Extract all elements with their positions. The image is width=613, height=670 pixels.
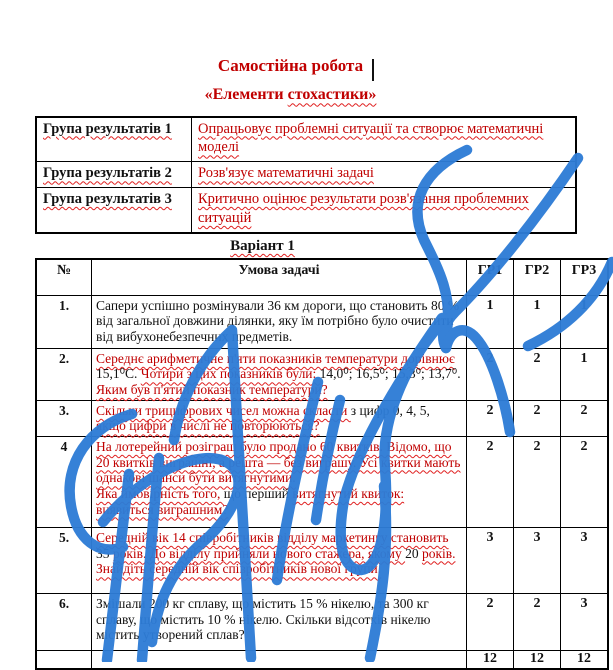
- score-cell-gr1[interactable]: 3: [467, 528, 514, 594]
- group-desc-cell[interactable]: [192, 162, 577, 188]
- task-text-segment: років. Знайдіть середній вік співробітників нової групи.: [96, 545, 456, 577]
- task-text-segment: Яка ймовірність того,: [96, 486, 224, 502]
- header-gr3[interactable]: ГР3: [561, 259, 609, 296]
- score-cell-gr1[interactable]: 2: [467, 348, 514, 400]
- page-subtitle[interactable]: [0, 85, 597, 104]
- table-row: [36, 594, 608, 651]
- task-text-segment: Змішали 200 кг сплаву, що містить 15 % нікелю, та 300 кг сплаву, що містить 10 % нікелю. Скільки відсотків нікелю містить утворений сплав?: [96, 596, 431, 643]
- empty-cell[interactable]: [36, 651, 92, 670]
- score-cell-gr2[interactable]: 1: [514, 295, 561, 348]
- group-label: Група результатів 3: [43, 191, 172, 208]
- group-label-cell[interactable]: [36, 188, 192, 233]
- score-cell-gr2[interactable]: 2: [514, 594, 561, 651]
- task-text-cell[interactable]: [92, 400, 467, 436]
- table-row: [36, 400, 608, 436]
- task-text-cell[interactable]: [92, 528, 467, 594]
- task-number-cell[interactable]: 5.: [36, 528, 92, 594]
- score-cell-gr1[interactable]: 1: [467, 295, 514, 348]
- header-number[interactable]: №: [36, 259, 92, 296]
- score-cell-gr2[interactable]: 2: [514, 437, 561, 528]
- group-label-cell[interactable]: [36, 162, 192, 188]
- task-text-segment: 15,1⁰С.: [96, 366, 141, 382]
- score-cell-gr2[interactable]: 3: [514, 528, 561, 594]
- table-row: [36, 528, 608, 594]
- header-gr2[interactable]: ГР2: [514, 259, 561, 296]
- task-text-cell[interactable]: [92, 594, 467, 651]
- score-cell-gr1[interactable]: 2: [467, 594, 514, 651]
- task-text-cell[interactable]: [92, 348, 467, 400]
- group-label: Група результатів 1: [43, 120, 172, 137]
- table-header-row: [36, 259, 608, 296]
- task-text-segment: 14,0⁰; 16,5⁰; 15,3⁰; 13,7⁰.: [319, 366, 461, 382]
- task-text-segment: Середній вік 14 співробітників відділу маркетингу становить: [96, 530, 449, 546]
- score-cell-gr2[interactable]: 2: [514, 348, 561, 400]
- total-gr1[interactable]: 12: [467, 651, 514, 670]
- subtitle-word: стохастики»: [287, 86, 377, 104]
- groups-table: [35, 116, 577, 234]
- task-text-segment: Середнє арифметичне п'яти показників температури дорівнює: [96, 350, 455, 366]
- task-number-cell[interactable]: 1.: [36, 295, 92, 348]
- score-cell-gr3[interactable]: 3: [561, 594, 609, 651]
- table-row: [36, 188, 576, 233]
- task-number-cell[interactable]: 2.: [36, 348, 92, 400]
- header-task[interactable]: Умова задачі: [92, 259, 467, 296]
- table-row: [36, 437, 608, 528]
- task-text-segment: Яким був п'ятий показник температури?: [96, 382, 328, 398]
- task-number-cell[interactable]: 4: [36, 437, 92, 528]
- score-cell-gr1[interactable]: 2: [467, 437, 514, 528]
- page-title[interactable]: Самостійна робота: [217, 56, 364, 75]
- variant-label[interactable]: [0, 238, 569, 255]
- group-desc-cell[interactable]: [192, 188, 577, 233]
- group-label-cell[interactable]: [36, 117, 192, 162]
- subtitle-prefix: «Елементи: [204, 86, 288, 104]
- task-text-segment: 35: [96, 545, 113, 561]
- group-desc: Розв'язує математичні задачі: [198, 165, 374, 182]
- total-gr3[interactable]: 12: [561, 651, 609, 670]
- task-text-segment: що перший: [223, 486, 293, 502]
- task-text-segment: витягнутий квиток: виявиться виграшним?: [96, 486, 405, 517]
- table-row: [36, 295, 608, 348]
- table-row: [36, 348, 608, 400]
- score-cell-gr1[interactable]: 2: [467, 400, 514, 436]
- group-desc: Критично оцінює результати розв'язання проблемних ситуацій: [198, 191, 529, 226]
- task-number-cell[interactable]: 6.: [36, 594, 92, 651]
- task-text-segment: з цифр 0, 4, 5,: [350, 402, 430, 418]
- task-text-cell[interactable]: [92, 295, 467, 348]
- task-text-segment: Скільки трицифрових чисел можна скласти: [96, 402, 351, 418]
- task-text-segment: років. До відділу прийняли нового стажера, якому: [112, 545, 406, 561]
- tasks-table-body: [36, 295, 608, 650]
- task-text-segment: Чотири з цих показників були:: [140, 366, 320, 382]
- task-number-cell[interactable]: 3.: [36, 400, 92, 436]
- group-label: Група результатів 2: [43, 165, 172, 182]
- variant-text: Варіант 1: [230, 237, 295, 254]
- score-cell-gr2[interactable]: 2: [514, 400, 561, 436]
- task-text-cell[interactable]: [92, 437, 467, 528]
- score-cell-gr3[interactable]: 1: [561, 348, 609, 400]
- header-gr1[interactable]: ГР1: [467, 259, 514, 296]
- task-text-segment: Сапери успішно розмінували 36 км дороги, що становить 80 % від загальної довжини ділянки, яку їм потрібно було очистити від вибухонебезпечних предметів.: [96, 297, 460, 345]
- text-cursor: [372, 59, 374, 81]
- table-row: [36, 117, 576, 162]
- score-cell-gr3[interactable]: 1: [561, 295, 609, 348]
- table-row: [36, 162, 576, 188]
- empty-cell[interactable]: [92, 651, 467, 670]
- task-text-segment: 20: [405, 545, 422, 561]
- tasks-table: [35, 258, 609, 670]
- task-text-segment: На лотерейний розіграш було продано 60 квитків. Відомо, що 20 квитків виграшні, а решта — без виграшу. Усі квитки мають однакові шанси бути витягнутими.: [96, 439, 461, 486]
- totals-row: [36, 651, 608, 670]
- score-cell-gr3[interactable]: 2: [561, 400, 609, 436]
- total-gr2[interactable]: 12: [514, 651, 561, 670]
- score-cell-gr3[interactable]: 3: [561, 528, 609, 594]
- group-desc-cell[interactable]: [192, 117, 577, 162]
- group-desc: Опрацьовує проблемні ситуації та створює математичні моделі: [198, 120, 544, 156]
- score-cell-gr3[interactable]: 2: [561, 437, 609, 528]
- task-text-segment: якщо цифри в числі не повторюються?: [96, 418, 320, 434]
